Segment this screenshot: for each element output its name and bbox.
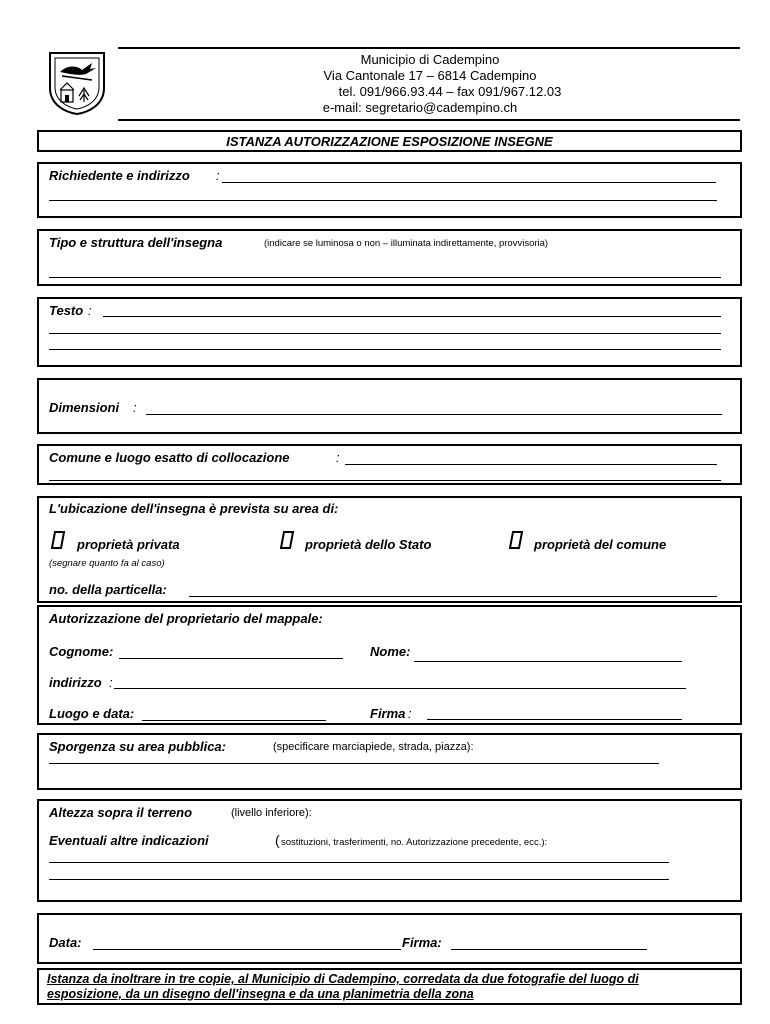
- section-tipo: [37, 229, 742, 286]
- form-title-box: [37, 130, 742, 152]
- tipo-hint: (indicare se luminosa o non – illuminata indirettamente, provvisoria): [264, 238, 549, 249]
- segnare-hint: (segnare quanto fa al caso): [49, 558, 165, 569]
- municipality-name: Municipio di Cadempino: [360, 52, 500, 67]
- dimensioni-input-line[interactable]: [146, 414, 722, 415]
- eventuali-hint-paren: (: [275, 832, 280, 848]
- municipality-email: e-mail: segretario@cadempino.ch: [322, 100, 518, 115]
- eventuali-input-line-2[interactable]: [49, 879, 669, 880]
- indirizzo-input-line[interactable]: [114, 688, 686, 689]
- nome-label: Nome:: [370, 644, 411, 659]
- header-rule-bottom: [118, 119, 740, 121]
- section-data-firma: [37, 913, 742, 964]
- form-title: ISTANZA AUTORIZZAZIONE ESPOSIZIONE INSEGNE: [226, 134, 553, 149]
- eventuali-label: Eventuali altre indicazioni: [49, 833, 209, 848]
- section-sporgenza: [37, 733, 742, 790]
- data-label: Data:: [49, 935, 82, 950]
- option-proprieta-comune: proprietà del comune: [534, 537, 667, 552]
- dimensioni-label: Dimensioni: [49, 400, 120, 415]
- section-comune: [37, 444, 742, 485]
- footer-note-line-2: esposizione, da un disegno dell'insegna e da una planimetria della zona: [47, 987, 474, 1001]
- municipality-phone-fax: tel. 091/966.93.44 – fax 091/967.12.03: [338, 84, 562, 99]
- firma-colon: :: [408, 706, 412, 721]
- richiedente-input-line-2[interactable]: [49, 200, 717, 201]
- footer-note-box: [37, 968, 742, 1005]
- comune-input-line-1[interactable]: [345, 464, 717, 465]
- section-testo: [37, 297, 742, 367]
- checkbox-proprieta-stato[interactable]: [280, 531, 294, 549]
- sporgenza-label: Sporgenza su area pubblica:: [49, 739, 226, 754]
- ubicazione-label: L'ubicazione dell'insegna è prevista su area di:: [49, 501, 339, 516]
- comune-colon: :: [336, 450, 340, 465]
- testo-input-line-3[interactable]: [49, 349, 721, 350]
- firma-label: Firma: [370, 706, 406, 721]
- richiedente-input-line-1[interactable]: [222, 182, 716, 183]
- footer-note-line-1: Istanza da inoltrare in tre copie, al Municipio di Cadempino, corredata da due fotografie del luogo di: [47, 972, 639, 986]
- altezza-label: Altezza sopra il terreno: [49, 805, 193, 820]
- richiedente-label: Richiedente e indirizzo: [49, 168, 190, 183]
- tipo-label: Tipo e struttura dell'insegna: [49, 235, 223, 250]
- testo-input-line-1[interactable]: [103, 316, 721, 317]
- particella-label: no. della particella:: [49, 582, 167, 597]
- comune-input-line-2[interactable]: [49, 480, 721, 481]
- luogo-data-input-line[interactable]: [142, 720, 326, 721]
- firma2-label: Firma:: [402, 935, 442, 950]
- particella-input-line[interactable]: [189, 596, 717, 597]
- firma2-input-line[interactable]: [451, 949, 647, 950]
- dimensioni-colon: :: [133, 400, 137, 415]
- testo-label: Testo: [49, 303, 84, 318]
- checkbox-proprieta-comune[interactable]: [509, 531, 523, 549]
- tipo-input-line[interactable]: [49, 277, 721, 278]
- section-autorizzazione: [37, 605, 742, 725]
- firma-input-line[interactable]: [427, 719, 682, 720]
- altezza-hint: (livello inferiore):: [231, 807, 312, 819]
- municipality-address: Via Cantonale 17 – 6814 Cadempino: [323, 68, 537, 83]
- municipal-coat-of-arms-icon: [46, 50, 108, 116]
- testo-colon: :: [88, 303, 92, 318]
- sporgenza-input-line[interactable]: [49, 763, 659, 764]
- indirizzo-label: indirizzo: [49, 675, 102, 690]
- indirizzo-colon: :: [109, 675, 113, 690]
- data-input-line[interactable]: [93, 949, 401, 950]
- autorizzazione-label: Autorizzazione del proprietario del mappale:: [49, 611, 323, 626]
- section-ubicazione: [37, 496, 742, 603]
- header-rule: [118, 47, 740, 49]
- nome-input-line[interactable]: [414, 661, 682, 662]
- eventuali-input-line-1[interactable]: [49, 862, 669, 863]
- section-altezza: [37, 799, 742, 902]
- eventuali-hint: sostituzioni, trasferimenti, no. Autorizzazione precedente, ecc.):: [281, 837, 548, 848]
- comune-label: Comune e luogo esatto di collocazione: [49, 450, 290, 465]
- cognome-input-line[interactable]: [119, 658, 343, 659]
- checkbox-proprieta-privata[interactable]: [51, 531, 65, 549]
- option-proprieta-privata: proprietà privata: [77, 537, 180, 552]
- luogo-data-label: Luogo e data:: [49, 706, 135, 721]
- option-proprieta-stato: proprietà dello Stato: [305, 537, 432, 552]
- cognome-label: Cognome:: [49, 644, 114, 659]
- sporgenza-hint: (specificare marciapiede, strada, piazza):: [273, 741, 474, 753]
- section-dimensioni: [37, 378, 742, 434]
- section-richiedente: [37, 162, 742, 218]
- testo-input-line-2[interactable]: [49, 333, 721, 334]
- richiedente-colon: :: [216, 168, 220, 183]
